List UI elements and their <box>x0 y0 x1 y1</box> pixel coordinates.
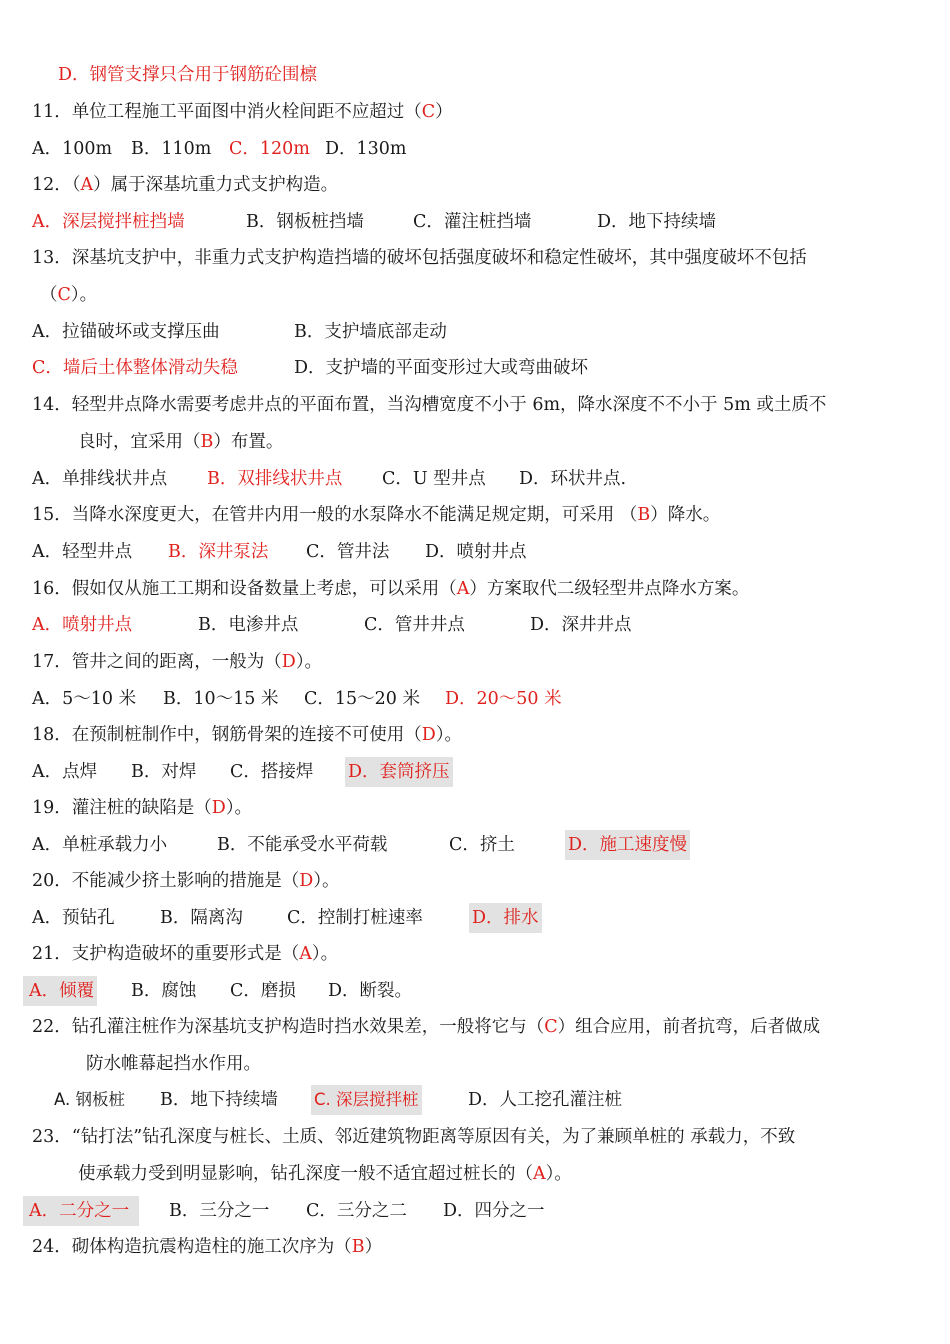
question-text-end: ）方案取代二级轻型井点降水方案。 <box>469 579 750 599</box>
question-text-end: ） <box>435 102 453 122</box>
answer-letter: A <box>80 175 94 195</box>
options-19 <box>0 830 950 860</box>
options-21 <box>0 976 950 1006</box>
question-11 <box>0 97 950 127</box>
option-b: B．钢板桩挡墙 <box>246 212 364 232</box>
option-a: A．单桩承载力小 <box>32 835 168 855</box>
options-12 <box>0 207 950 237</box>
option-a: A．轻型井点 <box>32 542 133 562</box>
option-b-answer: B．双排线状井点 <box>207 469 343 489</box>
option-b-answer: B．深井泵法 <box>168 542 269 562</box>
question-text-end: ）。 <box>70 285 98 305</box>
question-text: 良时，宜采用（ <box>78 432 201 452</box>
option-b: B．三分之一 <box>169 1201 270 1221</box>
question-16 <box>0 574 950 604</box>
question-text-end: ） <box>364 1237 383 1257</box>
question-text-end: ）。 <box>225 798 253 818</box>
option-d: D．地下持续墙 <box>597 212 717 232</box>
question-19 <box>0 793 950 823</box>
question-text: 16．假如仅从施工工期和设备数量上考虑，可以采用（ <box>32 579 457 599</box>
question-text: 19．灌注桩的缺陷是（ <box>32 798 212 818</box>
question-text-end: ）。 <box>313 871 340 891</box>
question-text: （ <box>40 285 58 305</box>
options-15 <box>0 537 950 567</box>
option-d: D．喷射井点 <box>425 542 527 562</box>
option-b: B．支护墙底部走动 <box>294 322 447 342</box>
option-a-answer: A．倾覆 <box>23 976 97 1006</box>
answer-letter: A <box>456 579 470 599</box>
question-13-line-1 <box>0 243 950 273</box>
option-b: B．隔离沟 <box>160 908 243 928</box>
options-11 <box>0 134 950 164</box>
option-b: B．110m <box>131 139 212 159</box>
option-d-answer: D．套筒挤压 <box>345 757 453 787</box>
options-16 <box>0 610 950 640</box>
question-text: 12．（ <box>32 175 81 195</box>
options-18 <box>0 757 950 787</box>
option-a: A．拉锚破坏或支撑压曲 <box>32 322 220 342</box>
option-c: C．U 型井点 <box>382 469 486 489</box>
question-24 <box>0 1232 950 1262</box>
option-b: B．腐蚀 <box>131 981 197 1001</box>
answer-letter: A <box>299 944 312 964</box>
option-b: B．电渗井点 <box>198 615 299 635</box>
option-d: D．断裂。 <box>328 981 413 1001</box>
option-b: B．10～15 米 <box>163 689 279 709</box>
option-a: A．点焊 <box>32 762 98 782</box>
question-text-end: ）组合应用，前者抗弯，后者做成 <box>557 1017 821 1037</box>
option-d-answer: D．20～50 米 <box>445 689 562 709</box>
options-13-row-1 <box>0 317 950 347</box>
option-c: C．灌注桩挡墙 <box>413 212 532 232</box>
answer-letter: B <box>637 505 651 525</box>
answer-letter: D <box>281 652 296 672</box>
answer-letter: B <box>351 1237 365 1257</box>
option-d: D．深井井点 <box>530 615 632 635</box>
question-13-line-2 <box>0 280 950 310</box>
question-text: 20．不能减少挤土影响的措施是（ <box>32 871 300 891</box>
options-20 <box>0 903 950 933</box>
option-a: A．预钻孔 <box>32 908 115 928</box>
question-14-line-1 <box>0 390 950 420</box>
option-d: D．支护墙的平面变形过大或弯曲破坏 <box>294 358 589 378</box>
question-text-end: ）。 <box>311 944 339 964</box>
answer-letter: D <box>299 871 314 891</box>
option-a: A．100m <box>32 139 113 159</box>
question-21 <box>0 939 950 969</box>
answer-letter: C <box>57 285 71 305</box>
answer-letter: D <box>421 725 436 745</box>
option-a-answer: A．喷射井点 <box>32 615 133 635</box>
option-c: C．挤土 <box>449 835 515 855</box>
options-13-row-2 <box>0 353 950 383</box>
option-d: D．人工挖孔灌注桩 <box>468 1090 623 1110</box>
question-text-end: ）。 <box>435 725 463 745</box>
question-text: 使承载力受到明显影响，钻孔深度一般不适宜超过桩长的（ <box>78 1164 533 1184</box>
question-text: 22．钻孔灌注桩作为深基坑支护构造时挡水效果差，一般将它与（ <box>32 1017 545 1037</box>
question-text-end: ）。 <box>295 652 323 672</box>
option-a: A．单排线状井点 <box>32 469 168 489</box>
question-text: 24．砌体构造抗震构造柱的施工次序为（ <box>32 1237 352 1257</box>
option-b: B．对焊 <box>131 762 197 782</box>
question-text: 15．当降水深度更大，在管井内用一般的水泵降水不能满足规定期，可采用 （ <box>32 505 638 525</box>
options-23 <box>0 1196 950 1226</box>
question-20 <box>0 866 950 896</box>
answer-letter: B <box>200 432 214 452</box>
question-22-line-1 <box>0 1012 950 1042</box>
question-text: 14．轻型井点降水需要考虑井点的平面布置，当沟槽宽度不小于 6m，降水深度不不小于 5m 或土质不 <box>32 395 827 415</box>
answer-option: D．钢管支撑只合用于钢筋砼围檩 <box>58 65 318 85</box>
question-18 <box>0 720 950 750</box>
question-text: 防水帷幕起挡水作用。 <box>86 1054 261 1074</box>
option-c: C．管井法 <box>306 542 390 562</box>
option-c-answer: C. 深层搅拌桩 <box>311 1085 422 1115</box>
options-14 <box>0 464 950 494</box>
question-text: 23．“钻打法”钻孔深度与桩长、土质、邻近建筑物距离等原因有关，为了兼顾单桩的 承载力，不致 <box>32 1127 796 1147</box>
option-b: B．地下持续墙 <box>160 1090 278 1110</box>
answer-letter: C <box>544 1017 558 1037</box>
option-d-answer: D．排水 <box>469 903 542 933</box>
option-c-answer: C．120m <box>229 139 310 159</box>
option-c: C．搭接焊 <box>230 762 314 782</box>
answer-letter: D <box>211 798 226 818</box>
question-15 <box>0 500 950 530</box>
question-23-line-1 <box>0 1122 950 1152</box>
option-c: C．三分之二 <box>306 1201 407 1221</box>
option-c: C．管井井点 <box>364 615 465 635</box>
question-text: 17．管井之间的距离，一般为（ <box>32 652 282 672</box>
question-text: 18．在预制桩制作中，钢筋骨架的连接不可使用（ <box>32 725 422 745</box>
option-b: B．不能承受水平荷载 <box>217 835 388 855</box>
question-23-line-2 <box>0 1159 950 1189</box>
question-text-end: ）降水。 <box>650 505 721 525</box>
answer-letter: A <box>533 1164 546 1184</box>
question-14-line-2 <box>0 427 950 457</box>
question-12 <box>0 170 950 200</box>
answer-letter: C <box>421 102 436 122</box>
option-d: D．130m <box>325 139 407 159</box>
question-text-end: ）布置。 <box>213 432 284 452</box>
question-text: 11．单位工程施工平面图中消火栓间距不应超过（ <box>32 102 422 122</box>
option-a: A．5～10 米 <box>32 689 137 709</box>
option-a-answer: A．二分之一 <box>23 1196 139 1226</box>
option-c-answer: C．墙后土体整体滑动失稳 <box>32 358 238 378</box>
option-c: C．15～20 米 <box>304 689 420 709</box>
question-17 <box>0 647 950 677</box>
options-22 <box>0 1085 950 1115</box>
option-d-answer: D．施工速度慢 <box>565 830 690 860</box>
option-d: D．四分之一 <box>443 1201 545 1221</box>
question-text-end: ）。 <box>545 1164 572 1184</box>
option-d: D．环状井点. <box>519 469 627 489</box>
options-17 <box>0 684 950 714</box>
line-option-d-prev <box>0 60 950 90</box>
option-c: C．磨损 <box>230 981 296 1001</box>
question-text: 21．支护构造破坏的重要形式是（ <box>32 944 300 964</box>
question-text-end: ）属于深基坑重力式支护构造。 <box>93 175 339 195</box>
question-text: 13．深基坑支护中，非重力式支护构造挡墙的破坏包括强度破坏和稳定性破坏，其中强度破坏不包括 <box>32 248 807 268</box>
option-a: A. 钢板桩 <box>54 1090 125 1109</box>
option-a-answer: A．深层搅拌桩挡墙 <box>32 212 185 232</box>
option-c: C．控制打桩速率 <box>287 908 423 928</box>
question-22-line-2 <box>0 1049 950 1079</box>
